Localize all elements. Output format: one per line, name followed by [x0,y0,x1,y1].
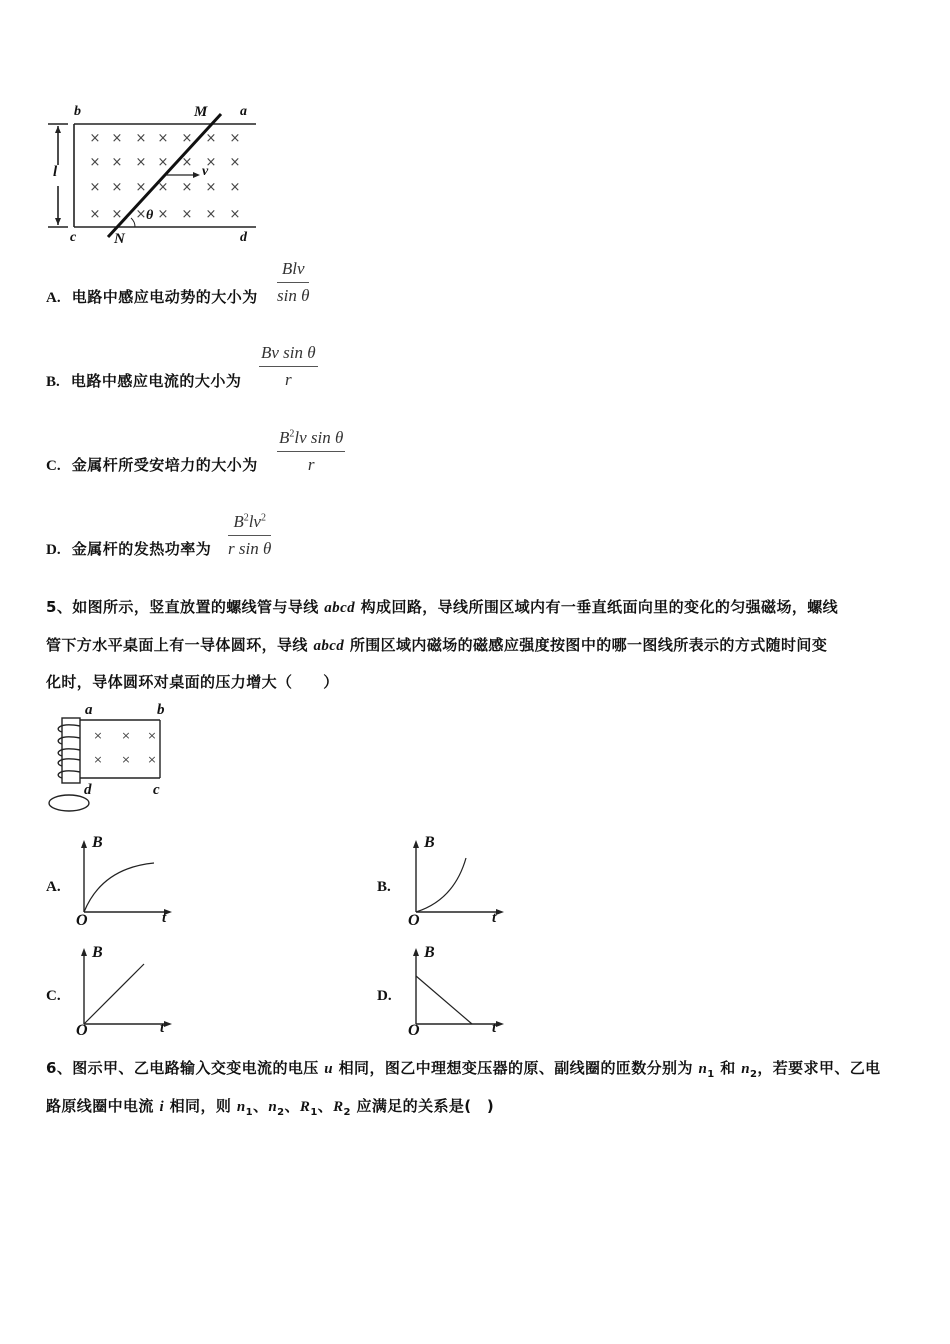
svg-text:×: × [135,207,147,222]
svg-text:×: × [93,729,103,742]
svg-text:×: × [205,180,217,195]
q5-text-line-2: 管下方水平桌面上有一导体圆环，导线 abcd 所围区域内磁场的磁感应强度按图中的哪一图线所表示的方式随时间变 [46,636,828,654]
option-text: 电路中感应电动势的大小为 [71,288,258,306]
q5-graph-a: B O t [72,836,182,932]
label-b: b [157,702,165,718]
q5-option-d: D. [377,988,392,1004]
q5-option-a: A. [46,879,61,895]
q5-option-b: B. [377,879,391,895]
svg-text:×: × [111,207,123,222]
svg-text:×: × [229,207,241,222]
q5-graph-d: B O t [404,944,514,1040]
label-c: c [70,230,77,245]
label-d: d [84,782,92,798]
svg-text:×: × [229,180,241,195]
q4-option-a [46,286,258,307]
svg-text:×: × [121,729,131,742]
q6-text-line-2: 路原线圈中电流 i 相同，则 $n_1$、$n_2$、$R_1$、$R_2$ 应满足的关系是( ) [46,1097,495,1118]
svg-text:×: × [111,131,123,146]
label-a: a [85,702,93,718]
svg-text:×: × [135,180,147,195]
svg-text:×: × [89,155,101,170]
svg-text:×: × [205,155,217,170]
q5-option-c: C. [46,988,61,1004]
svg-text:×: × [229,155,241,170]
svg-text:×: × [89,131,101,146]
svg-text:×: × [181,155,193,170]
label-l: l [53,164,58,180]
svg-text:×: × [93,753,103,766]
q4-option-a-fraction: Blv sin θ [277,259,310,305]
svg-text:×: × [111,180,123,195]
q5-text-line-1: 5、如图所示，竖直放置的螺线管与导线 abcd 构成回路，导线所围区域内有一垂直纸面向里的变化的匀强磁场，螺线 [46,598,839,616]
label-a: a [240,104,247,119]
svg-text:×: × [181,180,193,195]
svg-text:×: × [89,207,101,222]
q4-option-b: B. 电路中感应电流的大小为 [46,372,242,390]
svg-text:×: × [157,155,169,170]
q5-text-line-3: 化时，导体圆环对桌面的压力增大（ ） [46,673,339,691]
q5-graph-c: B O t [72,944,182,1040]
svg-text:×: × [181,131,193,146]
svg-text:×: × [157,207,169,222]
graph-linear-increasing [72,944,182,1040]
label-v: v [202,164,209,179]
q4-option-c: C. 金属杆所受安培力的大小为 [46,456,258,474]
svg-text:×: × [147,753,157,766]
option-letter: A. [46,290,61,306]
svg-text:×: × [121,753,131,766]
graph-convex-increasing [404,836,514,932]
graph-linear-decreasing [404,944,514,1040]
label-theta: θ [146,208,154,223]
svg-text:×: × [157,180,169,195]
svg-text:×: × [157,131,169,146]
q4-circuit-figure [40,100,270,250]
svg-text:×: × [205,131,217,146]
q4-option-d-fraction: $B^2lv^2$ r sin θ [228,512,272,558]
label-b: b [74,104,81,119]
svg-text:×: × [147,729,157,742]
svg-text:×: × [205,207,217,222]
svg-text:×: × [135,155,147,170]
svg-text:×: × [89,180,101,195]
label-N: N [114,231,125,247]
q6-text-line-1: 6、图示甲、乙电路输入交变电流的电压 u 相同，图乙中理想变压器的原、副线圈的匝数分别为 $n_1$ 和 $n_2$，若要求甲、乙电 [46,1059,881,1080]
svg-text:×: × [181,207,193,222]
q4-option-d: D. 金属杆的发热功率为 [46,540,212,558]
svg-text:×: × [111,155,123,170]
rail-circuit-diagram [40,100,270,250]
q4-option-b-fraction: Bv sin θ r [261,343,316,389]
label-d: d [240,230,247,245]
svg-text:×: × [135,131,147,146]
q5-solenoid-figure [40,700,180,815]
label-c: c [153,782,160,798]
svg-text:×: × [229,131,241,146]
q4-option-c-fraction: $B^2lv$ sin θ r [279,428,344,474]
q5-graph-b: B O t [404,836,514,932]
label-M: M [194,104,208,120]
